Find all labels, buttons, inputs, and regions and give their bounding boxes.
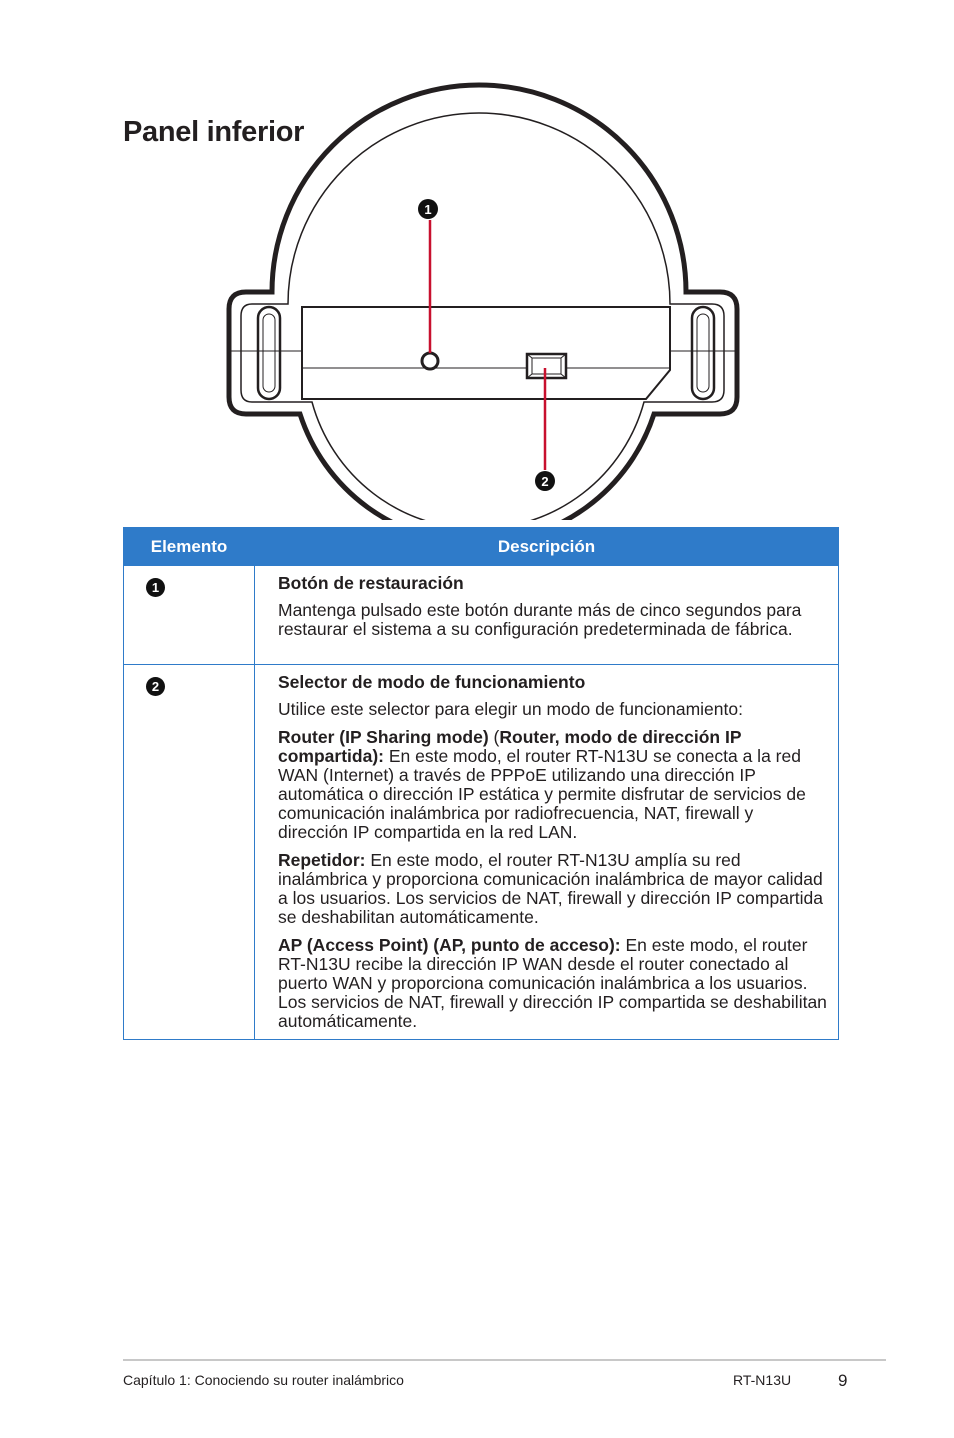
table-row [124, 665, 839, 1040]
left-foot-inner [263, 314, 275, 392]
header-element: Elemento [124, 528, 255, 566]
mode-switch-heading: Selector de modo de funcionamiento [278, 672, 586, 692]
callout-2-label: 2 [541, 474, 549, 489]
table-row [124, 566, 839, 665]
row-number-cell [124, 665, 255, 1040]
page-number: 9 [838, 1371, 848, 1390]
repeater-mode-text: En este modo, el router RT-N13U amplía su red inalámbrica y proporciona comunicación inalámbrica de mayor calidad a los usuarios. Los servicios de NAT, firewall y dirección IP compartida se deshabilitan automáticamente. [278, 850, 823, 927]
router-mode-label: Router (IP Sharing mode) [278, 727, 489, 747]
router-mode-label-es: Router, modo de dirección IP compartida): [278, 727, 742, 766]
header-description: Descripción [255, 528, 839, 566]
number-badge-2: 2 [146, 677, 165, 696]
router-bottom-diagram [0, 0, 954, 520]
row-number-cell [124, 566, 255, 665]
callout-1-label: 1 [424, 202, 432, 217]
router-mode-text: En este modo, el router RT-N13U se conecta a la red WAN (Internet) a través de PPPoE utilizando una dirección IP automática o dirección IP estática y permite disfrutar de servicios de comunicación inalámbrica por radiofrecuencia, NAT, firewall y dirección IP compartida en la red LAN. [278, 746, 806, 842]
ap-mode-paragraph [278, 936, 828, 1031]
mode-switch-intro: Utilice este selector para elegir un modo de funcionamiento: [278, 699, 743, 719]
page-title: Panel inferior [123, 116, 305, 148]
bottom-panel [302, 307, 670, 399]
reset-button-heading: Botón de restauración [278, 573, 464, 593]
footer-model: RT-N13U [733, 1372, 792, 1388]
element-description-table [123, 527, 839, 1040]
right-foot-inner [697, 314, 709, 392]
number-badge-1: 1 [146, 578, 165, 597]
ap-mode-label: AP (Access Point) (AP, punto de acceso): [278, 935, 621, 955]
reset-button [422, 353, 438, 369]
table-header-row [124, 528, 839, 566]
router-mode-paragraph: Router (IP Sharing mode) (Router, modo de dirección IP compartida): En este modo, el router RT-N13U se conecta a la red WAN (Internet) a través de PPPoE utilizando una dirección IP automática o dirección IP estática y permite disfrutar de servicios de comunicación inalámbrica por radiofrecuencia, NAT, firewall y dirección IP compartida en la red LAN. [278, 727, 806, 842]
row-description-cell [255, 566, 839, 665]
repeater-mode-label: Repetidor: [278, 850, 366, 870]
footer-divider [123, 1359, 886, 1361]
footer-chapter: Capítulo 1: Conociendo su router inalámbrico [123, 1372, 404, 1388]
ap-mode-text: En este modo, el router RT-N13U recibe la dirección IP WAN desde el router conectado al puerto WAN y proporciona comunicación inalámbrica a los usuarios. Los servicios de NAT, firewall y dirección IP compartida se deshabilitan automáticamente. [278, 935, 827, 1031]
row-description-cell [255, 665, 839, 1040]
repeater-mode-paragraph [278, 851, 828, 927]
reset-button-text: Mantenga pulsado este botón durante más de cinco segundos para restaurar el sistema a su configuración predeterminada de fábrica. [278, 600, 802, 639]
